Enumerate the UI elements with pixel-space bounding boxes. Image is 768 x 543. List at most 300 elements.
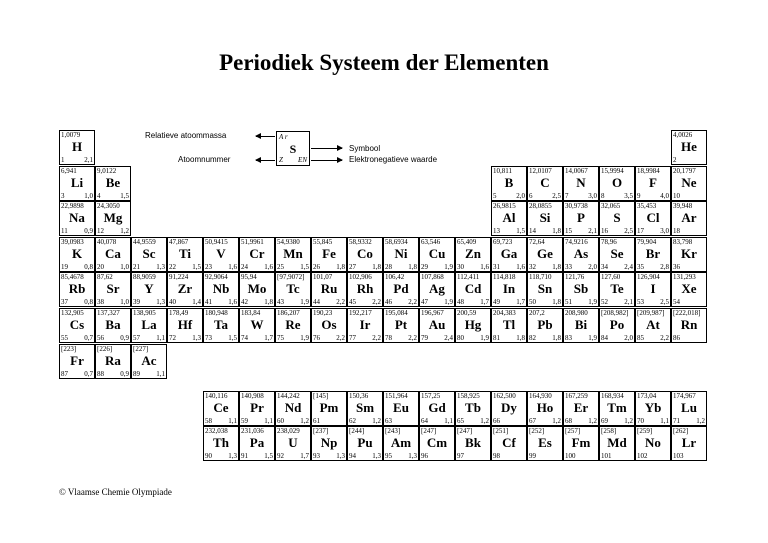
element-Pr	[239, 391, 275, 426]
element-symbol: Nb	[212, 281, 230, 296]
element-symbol: Ge	[537, 246, 553, 261]
element-number: 20	[97, 263, 104, 271]
element-number: 50	[529, 298, 536, 306]
legend-en-label: Elektronegatieve waarde	[349, 155, 438, 164]
element-en: 1,1	[156, 370, 165, 378]
element-Tl	[491, 308, 527, 343]
element-en: 3,0	[588, 192, 597, 200]
element-C	[527, 166, 563, 201]
element-mass: 50,9415	[205, 238, 228, 246]
element-Pm	[311, 391, 347, 426]
element-Y	[131, 272, 167, 307]
element-Fm	[563, 426, 599, 461]
element-Sn	[527, 272, 563, 307]
element-Lr	[671, 426, 707, 461]
element-mass: 69,723	[493, 238, 513, 246]
element-mass: 118,710	[529, 273, 552, 281]
element-Bi	[563, 308, 599, 343]
element-mass: [222,018]	[673, 309, 701, 317]
element-number: 86	[673, 334, 680, 342]
legend-en-arrow	[311, 160, 342, 161]
element-Ni	[383, 237, 419, 272]
element-symbol: Es	[538, 435, 552, 450]
element-number: 43	[277, 298, 284, 306]
element-en: 2,0	[516, 192, 525, 200]
element-mass: 102,906	[349, 273, 372, 281]
element-Tc	[275, 272, 311, 307]
element-Nb	[203, 272, 239, 307]
element-en: 0,7	[84, 334, 93, 342]
element-symbol: Cr	[249, 246, 265, 261]
element-Tb	[455, 391, 491, 426]
element-mass: 151,964	[385, 392, 408, 400]
element-Mo	[239, 272, 275, 307]
element-mass: 131,293	[673, 273, 696, 281]
element-symbol: Co	[357, 246, 373, 261]
element-symbol: Cm	[426, 435, 448, 450]
element-symbol: P	[577, 210, 585, 225]
element-en: 1,6	[264, 263, 273, 271]
element-Cs	[59, 308, 95, 343]
element-number: 9	[637, 192, 641, 200]
element-Sc	[131, 237, 167, 272]
element-symbol: Dy	[501, 400, 517, 415]
element-symbol: Lu	[681, 400, 697, 415]
element-en: 1,6	[480, 263, 489, 271]
element-number: 37	[61, 298, 68, 306]
element-mass: 178,49	[169, 309, 189, 317]
element-en: 2,5	[660, 298, 669, 306]
element-number: 35	[637, 263, 644, 271]
element-en: 2,2	[372, 298, 381, 306]
element-symbol: At	[646, 317, 660, 332]
element-number: 33	[565, 263, 572, 271]
element-mass: 121,76	[565, 273, 585, 281]
element-mass: 107,868	[421, 273, 444, 281]
element-symbol: O	[611, 175, 623, 190]
element-symbol: Au	[428, 317, 446, 332]
element-mass: 101,07	[313, 273, 333, 281]
element-en: 2,2	[660, 334, 669, 342]
element-Hf	[167, 308, 203, 343]
element-number: 102	[637, 452, 648, 460]
element-Ga	[491, 237, 527, 272]
element-Eu	[383, 391, 419, 426]
element-symbol: Cs	[69, 317, 85, 332]
element-I	[635, 272, 671, 307]
element-symbol: H	[71, 139, 83, 154]
element-Au	[419, 308, 455, 343]
element-Xe	[671, 272, 707, 307]
element-Rh	[347, 272, 383, 307]
element-At	[635, 308, 671, 343]
element-number: 90	[205, 452, 212, 460]
element-number: 36	[673, 263, 680, 271]
element-en: 1,5	[300, 263, 309, 271]
element-en: 1,2	[588, 417, 597, 425]
element-B	[491, 166, 527, 201]
element-symbol: Am	[390, 435, 412, 450]
element-symbol: Mn	[283, 246, 303, 261]
element-mass: 9,0122	[97, 167, 117, 175]
element-symbol: Ho	[536, 400, 554, 415]
element-symbol: Ce	[213, 400, 229, 415]
element-symbol: Br	[645, 246, 661, 261]
element-Sr	[95, 272, 131, 307]
element-mass: 157,25	[421, 392, 441, 400]
element-symbol: Rn	[680, 317, 698, 332]
element-number: 100	[565, 452, 576, 460]
element-Be	[95, 166, 131, 201]
element-number: 26	[313, 263, 320, 271]
element-en: 1,9	[300, 298, 309, 306]
element-symbol: Mo	[247, 281, 267, 296]
element-number: 14	[529, 227, 536, 235]
element-symbol: Al	[502, 210, 516, 225]
element-symbol: K	[71, 246, 83, 261]
element-en: 1,9	[588, 334, 597, 342]
element-number: 74	[241, 334, 248, 342]
element-Cr	[239, 237, 275, 272]
element-P	[563, 201, 599, 236]
element-Se	[599, 237, 635, 272]
element-mass: 92,9064	[205, 273, 228, 281]
element-symbol: N	[576, 175, 586, 190]
element-mass: 164,930	[529, 392, 552, 400]
element-Po	[599, 308, 635, 343]
element-Re	[275, 308, 311, 343]
element-number: 39	[133, 298, 140, 306]
element-mass: 196,967	[421, 309, 444, 317]
element-mass: [244]	[349, 427, 365, 435]
element-number: 21	[133, 263, 140, 271]
element-mass: [208,982]	[601, 309, 629, 317]
element-en: 2,2	[336, 298, 345, 306]
element-en: 1,9	[588, 298, 597, 306]
element-Os	[311, 308, 347, 343]
element-number: 71	[673, 417, 680, 425]
page-title: Periodiek Systeem der Elementen	[219, 50, 549, 75]
element-symbol: No	[645, 435, 661, 450]
element-en: 1,7	[300, 452, 309, 460]
element-mass: 79,904	[637, 238, 657, 246]
element-en: 1,1	[264, 417, 273, 425]
element-en: 2,4	[444, 334, 453, 342]
element-mass: [247]	[457, 427, 473, 435]
element-mass: [258]	[601, 427, 617, 435]
element-number: 65	[457, 417, 464, 425]
element-en: 2,0	[588, 263, 597, 271]
element-mass: 6,941	[61, 167, 77, 175]
element-symbol: Tm	[607, 400, 627, 415]
element-Dy	[491, 391, 527, 426]
element-mass: 140,116	[205, 392, 228, 400]
element-number: 28	[385, 263, 392, 271]
element-en: 1,4	[192, 298, 201, 306]
element-symbol: Si	[539, 210, 551, 225]
element-mass: 54,9380	[277, 238, 300, 246]
element-Fe	[311, 237, 347, 272]
element-number: 60	[277, 417, 284, 425]
element-number: 2	[673, 156, 677, 164]
element-symbol: Cd	[464, 281, 482, 296]
element-symbol: Ag	[429, 281, 445, 296]
element-mass: 24,3050	[97, 202, 120, 210]
element-number: 95	[385, 452, 392, 460]
element-symbol: Po	[609, 317, 625, 332]
element-No	[635, 426, 671, 461]
element-symbol: I	[650, 281, 656, 296]
element-en: 1,0	[120, 298, 129, 306]
element-symbol: Np	[320, 435, 338, 450]
element-number: 55	[61, 334, 68, 342]
element-symbol: Pu	[357, 435, 373, 450]
element-mass: 137,327	[97, 309, 120, 317]
element-mass: 207,2	[529, 309, 545, 317]
element-number: 34	[601, 263, 608, 271]
element-number: 15	[565, 227, 572, 235]
element-symbol: Ga	[500, 246, 518, 261]
element-Pu	[347, 426, 383, 461]
legend-number-label: Atoomnummer	[178, 155, 231, 164]
element-mass: 26,9815	[493, 202, 516, 210]
element-mass: 78,96	[601, 238, 617, 246]
element-number: 79	[421, 334, 428, 342]
element-number: 22	[169, 263, 176, 271]
element-mass: [247]	[421, 427, 437, 435]
element-Cm	[419, 426, 455, 461]
element-mass: 83,798	[673, 238, 693, 246]
element-Ne	[671, 166, 707, 201]
element-mass: [227]	[133, 345, 149, 353]
element-Fr	[59, 344, 95, 379]
element-O	[599, 166, 635, 201]
element-Cd	[455, 272, 491, 307]
element-number: 4	[97, 192, 101, 200]
element-en: 1,2	[300, 417, 309, 425]
element-symbol: S	[613, 210, 621, 225]
element-mass: [226]	[97, 345, 113, 353]
element-mass: 88,9059	[133, 273, 156, 281]
element-number: 63	[385, 417, 392, 425]
element-symbol: Ba	[105, 317, 121, 332]
element-symbol: Th	[213, 435, 229, 450]
element-symbol: Xe	[681, 281, 697, 296]
element-en: 1,5	[516, 227, 525, 235]
element-symbol: La	[141, 317, 157, 332]
element-number: 31	[493, 263, 500, 271]
element-Yb	[635, 391, 671, 426]
element-number: 72	[169, 334, 176, 342]
element-en: 0,7	[84, 370, 93, 378]
element-number: 44	[313, 298, 320, 306]
element-en: 0,9	[120, 370, 129, 378]
element-mass: 132,905	[61, 309, 84, 317]
element-Lu	[671, 391, 707, 426]
element-Hg	[455, 308, 491, 343]
element-Pd	[383, 272, 419, 307]
element-number: 58	[205, 417, 212, 425]
element-number: 25	[277, 263, 284, 271]
element-mass: 12,0107	[529, 167, 552, 175]
element-symbol: Tl	[502, 317, 516, 332]
element-symbol: Ti	[178, 246, 192, 261]
legend-symbol-label: Symbool	[349, 144, 381, 153]
element-number: 7	[565, 192, 569, 200]
element-symbol: Fm	[571, 435, 591, 450]
element-symbol: Hf	[177, 317, 193, 332]
element-mass: 22,9898	[61, 202, 84, 210]
element-en: 1,3	[372, 452, 381, 460]
element-en: 1,8	[372, 263, 381, 271]
element-mass: 190,23	[313, 309, 333, 317]
element-number: 89	[133, 370, 140, 378]
element-Np	[311, 426, 347, 461]
element-Si	[527, 201, 563, 236]
element-mass: 168,934	[601, 392, 624, 400]
element-symbol: Mg	[103, 210, 123, 225]
element-Mn	[275, 237, 311, 272]
element-en: 2,2	[408, 298, 417, 306]
element-symbol: Rh	[356, 281, 374, 296]
element-symbol: C	[540, 175, 550, 190]
element-symbol: Y	[144, 281, 154, 296]
element-number: 59	[241, 417, 248, 425]
element-mass: 58,9332	[349, 238, 372, 246]
element-mass: 40,078	[97, 238, 117, 246]
element-mass: 39,948	[673, 202, 693, 210]
element-Tm	[599, 391, 635, 426]
element-symbol: Zn	[465, 246, 481, 261]
element-Ir	[347, 308, 383, 343]
element-Es	[527, 426, 563, 461]
legend-box-z: Z	[279, 156, 283, 164]
element-mass: [243]	[385, 427, 401, 435]
element-mass: [257]	[565, 427, 581, 435]
element-Sm	[347, 391, 383, 426]
element-en: 2,1	[588, 227, 597, 235]
element-Na	[59, 201, 95, 236]
element-Br	[635, 237, 671, 272]
element-mass: 1,0079	[61, 131, 81, 139]
element-symbol: Ru	[320, 281, 338, 296]
element-symbol: Lr	[681, 435, 697, 450]
element-en: 1,9	[300, 334, 309, 342]
element-number: 88	[97, 370, 104, 378]
element-en: 1,8	[552, 263, 561, 271]
legend-number-arrow	[256, 160, 275, 161]
element-mass: 127,60	[601, 273, 621, 281]
element-number: 66	[493, 417, 500, 425]
element-mass: 180,948	[205, 309, 228, 317]
element-symbol: Os	[321, 317, 337, 332]
element-number: 75	[277, 334, 284, 342]
element-en: 1,2	[372, 417, 381, 425]
element-U	[275, 426, 311, 461]
element-Ar	[671, 201, 707, 236]
element-mass: 192,217	[349, 309, 372, 317]
element-mass: 15,9994	[601, 167, 624, 175]
legend-box-mass: A r	[279, 133, 288, 141]
element-mass: 20,1797	[673, 167, 696, 175]
element-number: 12	[97, 227, 104, 235]
element-symbol: Sm	[355, 400, 375, 415]
element-Ce	[203, 391, 239, 426]
element-en: 1,1	[660, 417, 669, 425]
element-number: 32	[529, 263, 536, 271]
element-Cu	[419, 237, 455, 272]
element-mass: 47,867	[169, 238, 189, 246]
legend-box-en: EN	[298, 156, 307, 164]
element-S	[599, 201, 635, 236]
element-en: 1,1	[228, 417, 237, 425]
element-en: 1,9	[444, 298, 453, 306]
element-en: 2,0	[624, 334, 633, 342]
element-number: 92	[277, 452, 284, 460]
element-Rn	[671, 308, 707, 343]
element-mass: 150,36	[349, 392, 369, 400]
element-number: 16	[601, 227, 608, 235]
legend-mass-label: Relatieve atoommassa	[145, 131, 227, 140]
element-number: 24	[241, 263, 248, 271]
element-symbol: Pd	[393, 281, 409, 296]
element-Cf	[491, 426, 527, 461]
element-en: 1,5	[228, 334, 237, 342]
element-symbol: Be	[105, 175, 121, 190]
element-mass: 231,036	[241, 427, 264, 435]
element-number: 10	[673, 192, 680, 200]
element-symbol: In	[502, 281, 516, 296]
element-symbol: Pa	[249, 435, 265, 450]
element-en: 1,8	[552, 298, 561, 306]
element-number: 30	[457, 263, 464, 271]
element-Zn	[455, 237, 491, 272]
element-en: 1,3	[156, 263, 165, 271]
element-symbol: Re	[285, 317, 301, 332]
element-number: 23	[205, 263, 212, 271]
element-mass: [252]	[529, 427, 545, 435]
element-mass: 186,207	[277, 309, 300, 317]
element-Kr	[671, 237, 707, 272]
element-number: 96	[421, 452, 428, 460]
element-Ti	[167, 237, 203, 272]
element-mass: [237]	[313, 427, 329, 435]
element-symbol: Ir	[359, 317, 371, 332]
element-number: 27	[349, 263, 356, 271]
element-number: 67	[529, 417, 536, 425]
element-mass: [251]	[493, 427, 509, 435]
element-mass: 30,9738	[565, 202, 588, 210]
element-number: 29	[421, 263, 428, 271]
element-en: 0,8	[84, 263, 93, 271]
element-number: 62	[349, 417, 356, 425]
element-La	[131, 308, 167, 343]
element-en: 1,3	[156, 298, 165, 306]
element-en: 0,8	[84, 298, 93, 306]
element-Cl	[635, 201, 671, 236]
element-Ra	[95, 344, 131, 379]
element-Ac	[131, 344, 167, 379]
element-mass: 95,94	[241, 273, 257, 281]
element-Nd	[275, 391, 311, 426]
element-N	[563, 166, 599, 201]
element-mass: [259]	[637, 427, 653, 435]
element-mass: 10,811	[493, 167, 512, 175]
element-Pa	[239, 426, 275, 461]
element-en: 2,5	[552, 192, 561, 200]
element-W	[239, 308, 275, 343]
element-symbol: Ca	[105, 246, 121, 261]
